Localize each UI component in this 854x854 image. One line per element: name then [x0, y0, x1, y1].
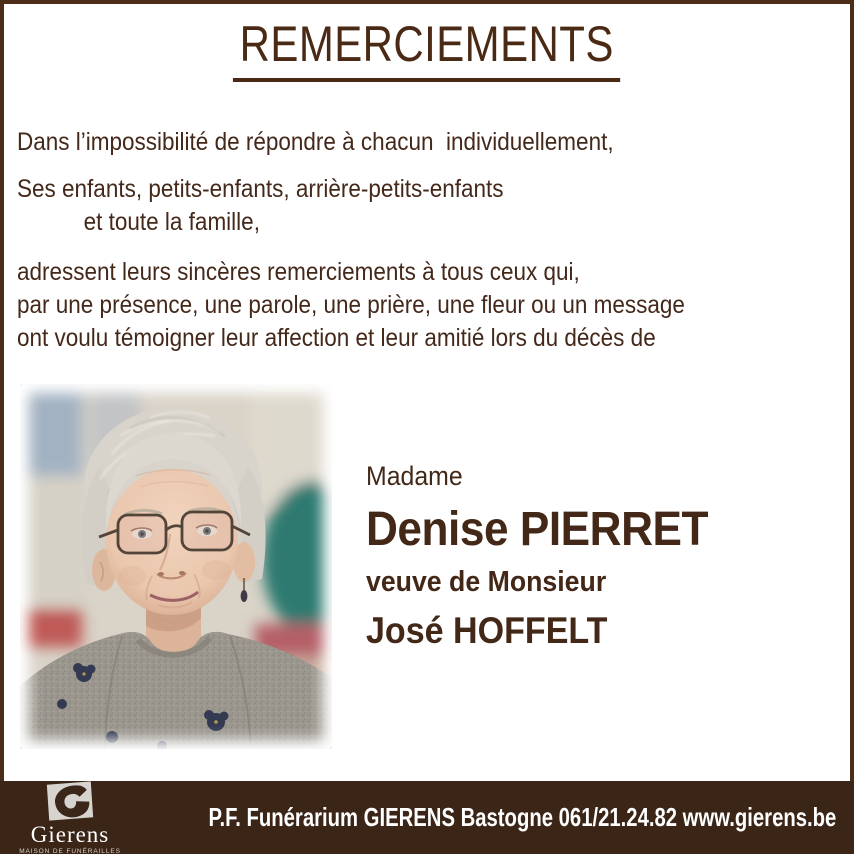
brand-name: Gierens [30, 821, 110, 847]
message-line-3: et toute la famille, [83, 208, 260, 236]
message-line-6: ont voulu témoigner leur affection et leur amitié lors du décès de [17, 324, 656, 352]
message-line-5: par une présence, une parole, une prière, une fleur ou un message [17, 291, 685, 319]
brand-tagline: MAISON DE FUNÉRAILLES [19, 847, 121, 854]
gierens-logo [20, 780, 120, 854]
message-line-1: Dans l’impossibilité de répondre à chacun individuellement, [17, 128, 614, 156]
deceased-block [366, 461, 708, 652]
message-line-4: adressent leurs sincères remerciements à tous ceux qui, [17, 258, 580, 286]
title-row [0, 15, 854, 82]
gierens-logo-icon [26, 780, 114, 822]
message-line-2: Ses enfants, petits-enfants, arrière-petits-enfants [17, 175, 504, 203]
footer-contact-info: P.F. Funérarium GIERENS Bastogne 061/21.24.82 www.gierens.be [208, 802, 837, 832]
deceased-relation: veuve de Monsieur [366, 566, 607, 598]
spouse-name: José HOFFELT [366, 610, 608, 651]
deceased-salutation: Madame [366, 461, 463, 491]
portrait-photo [20, 384, 332, 749]
footer-bar [0, 781, 854, 854]
page-title: REMERCIEMENTS [233, 15, 621, 82]
deceased-name: Denise PIERRET [366, 503, 709, 556]
portrait-illustration [20, 384, 332, 749]
footer-info-row [120, 802, 854, 833]
message-text [17, 126, 773, 355]
